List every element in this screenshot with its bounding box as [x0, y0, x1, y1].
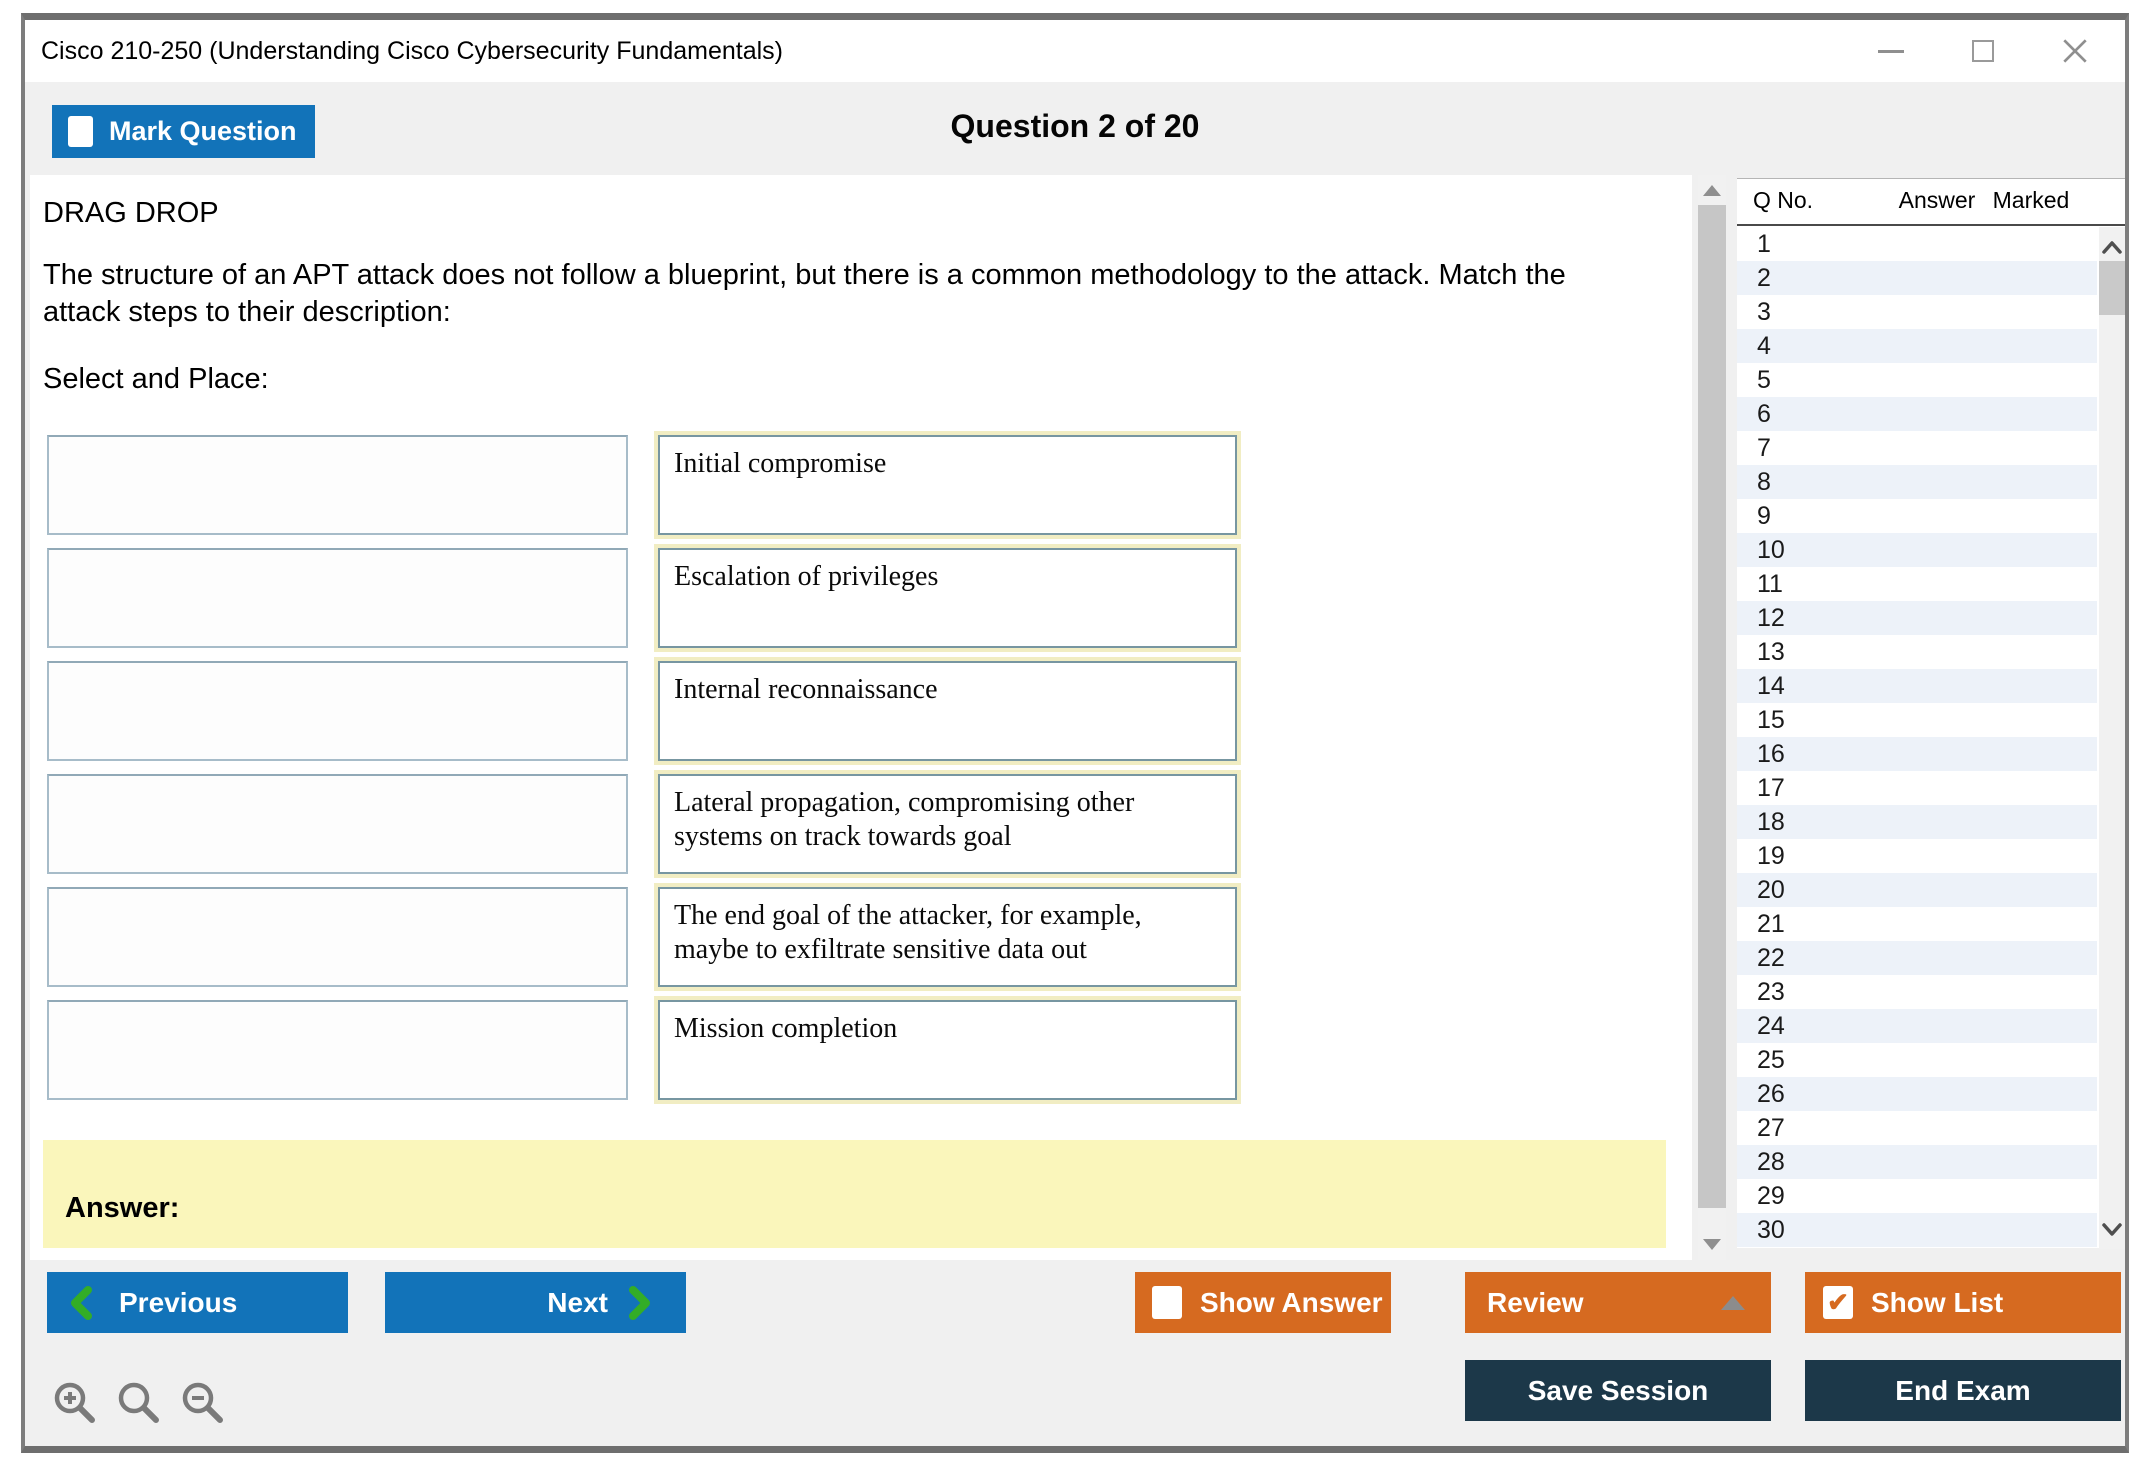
- exam-player-window: [21, 13, 2129, 1453]
- magnifier-icon[interactable]: [114, 1378, 164, 1428]
- save-session-button[interactable]: [1465, 1360, 1771, 1421]
- show-answer-button[interactable]: [1135, 1272, 1391, 1333]
- zoom-controls: [50, 1378, 228, 1428]
- drop-target-slot[interactable]: [47, 548, 628, 648]
- drop-target-slot[interactable]: [47, 661, 628, 761]
- drag-item[interactable]: Initial compromise: [658, 435, 1237, 535]
- question-list-row[interactable]: 4: [1737, 329, 2097, 363]
- maximize-icon: [1972, 40, 1994, 62]
- question-list-row[interactable]: 3: [1737, 295, 2097, 329]
- minimize-icon: [1878, 50, 1904, 53]
- drag-drop-row: [47, 887, 1267, 987]
- question-list-row[interactable]: 24: [1737, 1009, 2097, 1043]
- review-button[interactable]: [1465, 1272, 1771, 1333]
- drop-target-slot[interactable]: [47, 774, 628, 874]
- close-button[interactable]: [2059, 35, 2091, 67]
- sidebar-scrollbar[interactable]: [2099, 227, 2125, 1249]
- mark-question-label: Mark Question: [109, 116, 297, 146]
- question-list-row[interactable]: 11: [1737, 567, 2097, 601]
- header-answer: Answer: [1898, 187, 1976, 213]
- question-panel: [30, 175, 1692, 1260]
- answer-label: Answer:: [65, 1192, 180, 1224]
- show-answer-checkbox[interactable]: [1152, 1286, 1182, 1319]
- question-list-row[interactable]: 27: [1737, 1111, 2097, 1145]
- next-button[interactable]: [385, 1272, 686, 1333]
- question-list-row[interactable]: 21: [1737, 907, 2097, 941]
- next-label: Next: [547, 1286, 608, 1318]
- question-list-row[interactable]: 22: [1737, 941, 2097, 975]
- question-list-row[interactable]: 19: [1737, 839, 2097, 873]
- show-list-checkbox[interactable]: [1823, 1286, 1853, 1319]
- window-controls: [1875, 20, 2091, 82]
- question-list-row[interactable]: 20: [1737, 873, 2097, 907]
- question-prompt: The structure of an APT attack does not follow a blueprint, but there is a common methodology to the attack. Match the attack steps to their description:: [43, 259, 1566, 328]
- question-list-row[interactable]: 14: [1737, 669, 2097, 703]
- question-counter: Question 2 of 20: [950, 108, 1200, 144]
- question-list: [1737, 227, 2097, 1247]
- main-scrollbar-thumb[interactable]: [1698, 205, 1726, 1208]
- chevron-left-icon: [69, 1286, 93, 1320]
- question-list-row[interactable]: 18: [1737, 805, 2097, 839]
- scroll-up-arrow-icon[interactable]: [1703, 185, 1721, 196]
- question-list-row[interactable]: 16: [1737, 737, 2097, 771]
- drag-drop-row: [47, 548, 1267, 648]
- chevron-up-icon[interactable]: [2100, 235, 2124, 259]
- question-list-row[interactable]: 10: [1737, 533, 2097, 567]
- show-list-button[interactable]: [1805, 1272, 2121, 1333]
- previous-button[interactable]: [47, 1272, 348, 1333]
- question-list-row[interactable]: 1: [1737, 227, 2097, 261]
- end-exam-label: End Exam: [1895, 1374, 2031, 1406]
- show-answer-label: Show Answer: [1200, 1286, 1383, 1318]
- show-list-label: Show List: [1871, 1286, 2004, 1318]
- header-qno: Q No.: [1753, 187, 1814, 213]
- previous-label: Previous: [119, 1286, 238, 1318]
- drop-target-slot[interactable]: [47, 887, 628, 987]
- maximize-button[interactable]: [1967, 35, 1999, 67]
- zoom-in-icon[interactable]: [50, 1378, 100, 1428]
- drag-drop-row: [47, 435, 1267, 535]
- main-scrollbar[interactable]: [1698, 175, 1726, 1260]
- review-label: Review: [1487, 1286, 1584, 1318]
- question-list-row[interactable]: 12: [1737, 601, 2097, 635]
- minimize-button[interactable]: [1875, 35, 1907, 67]
- drop-target-slot[interactable]: [47, 1000, 628, 1100]
- header-marked: Marked: [1992, 187, 2070, 213]
- zoom-out-icon[interactable]: [178, 1378, 228, 1428]
- question-list-row[interactable]: 6: [1737, 397, 2097, 431]
- question-list-row[interactable]: 25: [1737, 1043, 2097, 1077]
- drag-item[interactable]: Lateral propagation, compromising other systems on track towards goal: [658, 774, 1237, 874]
- scroll-down-arrow-icon[interactable]: [1703, 1239, 1721, 1250]
- question-list-row[interactable]: 9: [1737, 499, 2097, 533]
- drag-item[interactable]: Mission completion: [658, 1000, 1237, 1100]
- triangle-up-icon: [1721, 1296, 1745, 1310]
- question-list-row[interactable]: 26: [1737, 1077, 2097, 1111]
- question-list-row[interactable]: 23: [1737, 975, 2097, 1009]
- answer-area: [43, 1140, 1666, 1248]
- question-list-row[interactable]: 17: [1737, 771, 2097, 805]
- chevron-down-icon[interactable]: [2100, 1217, 2124, 1241]
- save-session-label: Save Session: [1527, 1374, 1709, 1406]
- drag-item[interactable]: The end goal of the attacker, for example, maybe to exfiltrate sensitive data out: [658, 887, 1237, 987]
- question-list-row[interactable]: 29: [1737, 1179, 2097, 1213]
- drag-drop-row: [47, 1000, 1267, 1100]
- select-and-place-label: Select and Place:: [43, 363, 269, 395]
- question-format-label: DRAG DROP: [43, 197, 219, 229]
- question-list-row[interactable]: 13: [1737, 635, 2097, 669]
- question-list-row[interactable]: 8: [1737, 465, 2097, 499]
- sidebar-scrollbar-thumb[interactable]: [2099, 261, 2125, 315]
- question-list-row[interactable]: 15: [1737, 703, 2097, 737]
- window-title: Cisco 210-250 (Understanding Cisco Cybersecurity Fundamentals): [41, 37, 784, 65]
- drag-drop-row: [47, 774, 1267, 874]
- chevron-right-icon: [628, 1286, 652, 1320]
- drag-drop-area: [47, 435, 1267, 1113]
- drag-drop-row: [47, 661, 1267, 761]
- question-list-row[interactable]: 30: [1737, 1213, 2097, 1247]
- question-list-row[interactable]: 5: [1737, 363, 2097, 397]
- question-list-header: [1737, 179, 2125, 226]
- question-list-row[interactable]: 28: [1737, 1145, 2097, 1179]
- drop-target-slot[interactable]: [47, 435, 628, 535]
- question-list-panel: [1737, 178, 2125, 1248]
- drag-item[interactable]: Escalation of privileges: [658, 548, 1237, 648]
- drag-item[interactable]: Internal reconnaissance: [658, 661, 1237, 761]
- question-list-row[interactable]: 2: [1737, 261, 2097, 295]
- close-icon: [2060, 36, 2090, 66]
- title-bar: [25, 20, 2125, 82]
- end-exam-button[interactable]: [1805, 1360, 2121, 1421]
- question-list-row[interactable]: 7: [1737, 431, 2097, 465]
